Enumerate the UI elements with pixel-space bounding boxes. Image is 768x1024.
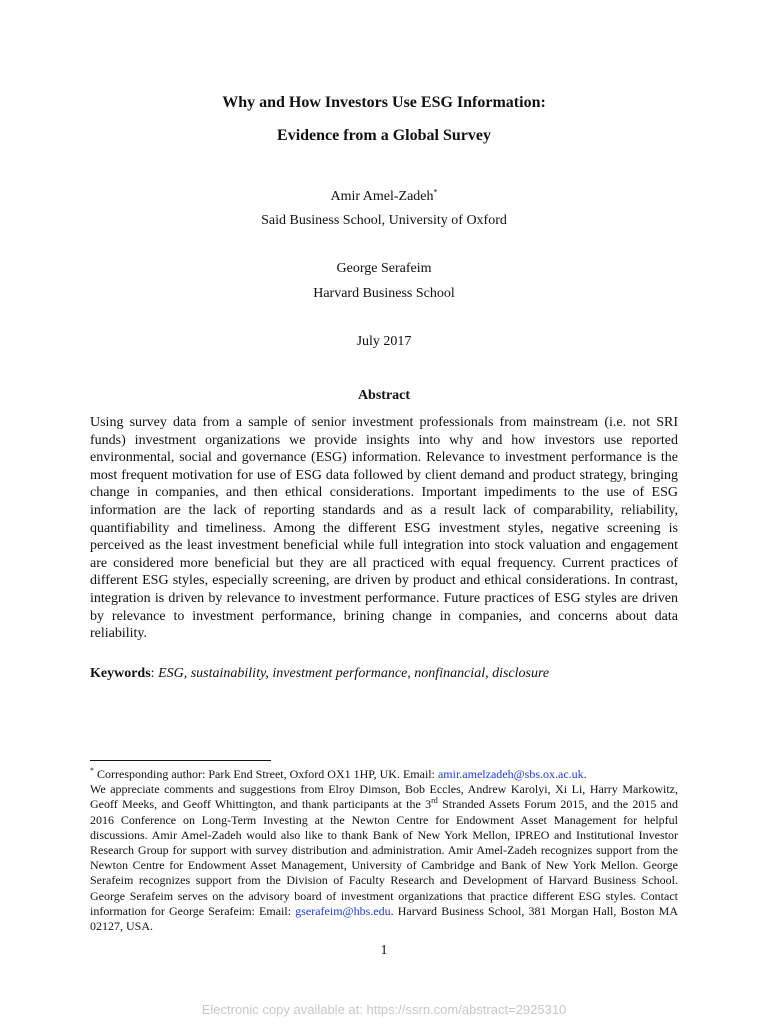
acknowledgements [90, 782, 678, 934]
ack-text-1: We appreciate comments and suggestions from Elroy Dimson, Bob Eccles, Andrew Karolyi, Xi Li, Harry Markowitz, Geoff Meeks, and Geoff Whittington, and thank participants at the 3 [90, 782, 678, 812]
page-number: 1 [380, 943, 388, 958]
abstract-text: Using survey data from a sample of senior investment professionals from mainstream (i.e. not SRI funds) investment organizations we provide insights into why and how investors use reported environmental, social and governance (ESG) information. Relevance to investment performance is the most frequent motivation for use of ESG data followed by client demand and product strategy, bringing change in companies, and then ethical considerations. Important impediments to the use of ESG information are the lack of reporting standards and as a result lack of comparability, reliability, quantifiability and timeliness. Among the different ESG investment styles, negative screening is perceived as the least investment beneficial while full integration into stock valuation and engagement are considered more beneficial but they are all practiced with equal frequency. Current practices of different ESG styles, especially screening, are driven by product and ethical considerations. In contrast, integration is driven by relevance to investment performance. Future practices of ESG styles are driven by relevance to investment performance, brining change in companies, and concerns about data reliability. [90, 415, 678, 642]
footnote-marker: * [90, 766, 94, 775]
ack-text-2: Stranded Assets Forum 2015, and the 2015 and 2016 Conference on Long-Term Investing at the Newton Centre for Endowment Asset Management for helpful discussions. Amir Amel-Zadeh would also like to thank Bank of New York Mellon, IPREO and Institutional Investor Research Group for support with survey distribution and administration. Amir Amel-Zadeh recognizes support from the Newton Centre for Endowment Asset Management, University of Cambridge and Bank of New York Mellon. George Serafeim recognizes support from the Division of Faculty Research and Development of Harvard Business School. George Serafeim serves on the advisory board of investment organizations that practice different ESG styles. Contact information for George Serafeim: Email: [90, 797, 678, 918]
corresponding-suffix: . [583, 767, 587, 781]
footnote-divider [90, 760, 271, 761]
corresponding-author-note [90, 767, 678, 782]
author-1-name: Amir Amel-Zadeh [330, 189, 434, 204]
author-1-marker: * [433, 187, 438, 197]
abstract-heading: Abstract [357, 388, 411, 403]
ack-ordinal: rd [431, 796, 438, 806]
keywords-separator: : [150, 666, 159, 681]
author-1 [0, 189, 768, 205]
author-1-affiliation: Said Business School, University of Oxford [261, 213, 507, 228]
corresponding-author-text: Corresponding author: Park End Street, Oxford OX1 1HP, UK. Email: [94, 767, 438, 781]
keywords-label: Keywords [90, 666, 151, 681]
author-2-name: George Serafeim [336, 261, 432, 276]
keywords [90, 666, 678, 682]
paper-title-line-2: Evidence from a Global Survey [277, 127, 491, 144]
footnotes [90, 767, 678, 934]
ack-text-3: . Harvard Business School, 381 Morgan Hall, Boston MA 02127, USA. [90, 903, 678, 934]
author-2-affiliation: Harvard Business School [313, 286, 455, 301]
corresponding-email-link[interactable]: amir.amelzadeh@sbs.ox.ac.uk [437, 767, 584, 781]
keywords-list: ESG, sustainability, investment performance, nonfinancial, disclosure [158, 666, 550, 681]
serafeim-email-link[interactable]: gserafeim@hbs.edu [295, 903, 391, 918]
electronic-copy-notice[interactable]: Electronic copy available at: https://ssrn.com/abstract=2925310 [201, 1002, 567, 1017]
paper-date: July 2017 [356, 334, 412, 349]
paper-title-line-1: Why and How Investors Use ESG Information: [222, 94, 546, 111]
